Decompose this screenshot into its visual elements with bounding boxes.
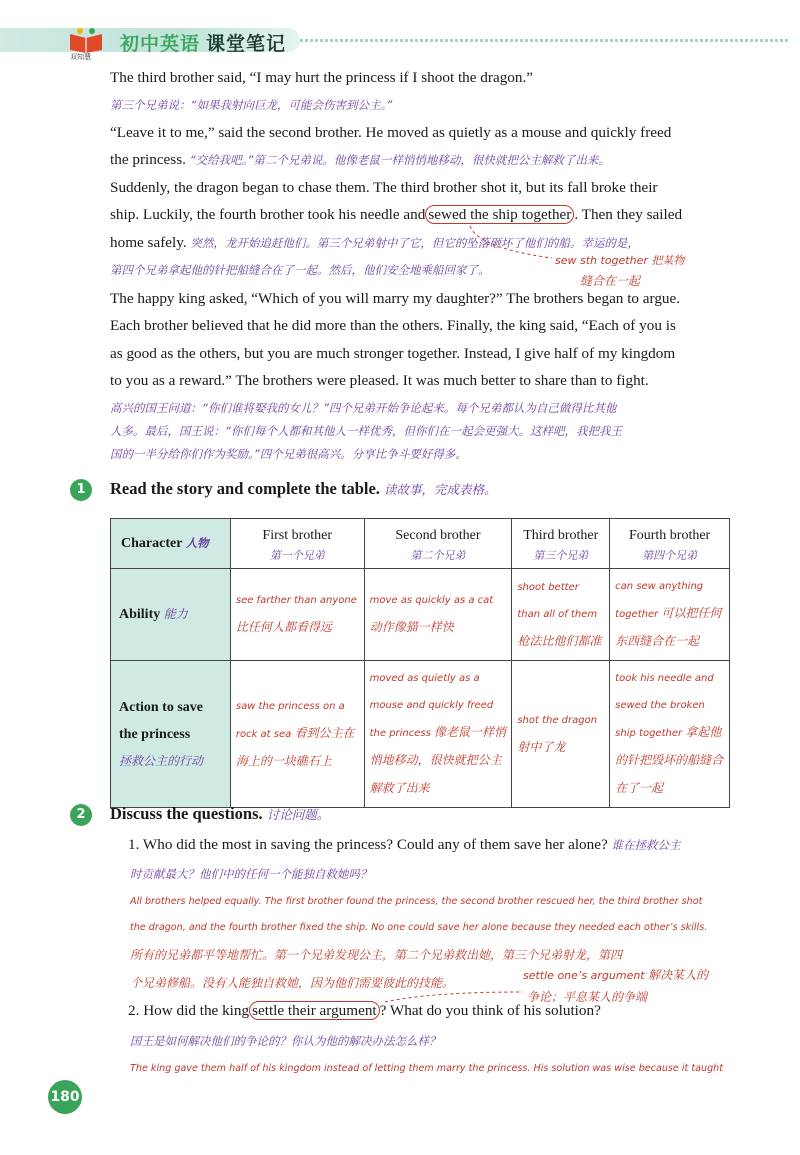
ability-second-cn: 动作像猫一样快 xyxy=(369,620,454,634)
section-1-title-en: Read the story and complete the table. xyxy=(110,479,380,498)
question-1 xyxy=(128,836,681,854)
action-fourth-cn: 拿起他的针把毁坏的船缝合在了一起 xyxy=(615,725,724,795)
col-second-cn: 第二个兄弟 xyxy=(410,548,466,562)
ability-second-en: move as quickly as a cat xyxy=(369,595,494,606)
section-2-title-en: Discuss the questions. xyxy=(110,804,263,823)
story-p3-line2 xyxy=(110,201,682,228)
action-fourth xyxy=(610,661,730,808)
story-p4-cn3: 国的一半分给你们作为奖励。”四个兄弟很高兴。分享比争斗要好得多。 xyxy=(110,447,467,461)
section-1-title-cn: 读故事，完成表格。 xyxy=(384,482,497,497)
action-label-line2: the princess xyxy=(119,726,191,742)
section-2-title-cn: 讨论问题。 xyxy=(266,807,330,822)
story-p2-line2 xyxy=(110,146,610,174)
section-1-title xyxy=(110,479,497,499)
story-p2-line2-cn: “交给我吧。”第二个兄弟说。他像老鼠一样悄悄地移动，很快就把公主解救了出来。 xyxy=(189,153,610,167)
ability-first-en: see farther than anyone xyxy=(235,595,357,606)
action-first xyxy=(230,661,364,808)
story-p4-line2: Each brother believed that he did more than the others. Finally, the king said, “Each of you is xyxy=(110,317,676,334)
story-p3-line3-en: home safely. xyxy=(110,234,187,251)
question-1-text: 1. Who did the most in saving the princess? Could any of them save her alone? xyxy=(128,836,608,853)
ability-third-en: shoot better than all of them xyxy=(517,581,598,620)
table-header-character xyxy=(111,519,231,569)
action-third-cn: 射中了龙 xyxy=(517,739,566,754)
table-header-row xyxy=(111,519,730,569)
ability-fourth-cn: 可以把任何东西缝合在一起 xyxy=(615,606,722,648)
section-2-title xyxy=(110,804,329,824)
story-p4-line3: as good as the others, but you are much stronger together. Instead, I give half of my kingdom xyxy=(110,345,676,362)
question-2-a: 2. How did the king xyxy=(128,1002,250,1019)
story-p3-line3-cn: 突然，龙开始追赶他们。第三个兄弟射中了它，但它的坠落砸坏了他们的船。幸运的是， xyxy=(190,236,639,250)
vocab-note-settle xyxy=(523,966,708,983)
table-row-action xyxy=(111,661,730,808)
section-2-number: 2 xyxy=(70,804,92,826)
ability-second xyxy=(364,569,512,661)
col-first-en: First brother xyxy=(262,527,333,543)
action-label-cn: 拯救公主的行动 xyxy=(119,753,204,768)
ability-first-cn: 比任何人都看得远 xyxy=(235,620,332,634)
header-title-subject: 初中英语 xyxy=(120,33,201,55)
answer-2-line1: The king gave them half of his kingdom instead of letting them marry the princess. His solution was wise because it taught xyxy=(130,1063,723,1074)
col-third-cn: 第三个兄弟 xyxy=(533,548,589,562)
ability-fourth-en: can sew anything together xyxy=(615,581,704,620)
circled-phrase-sewed: sewed the ship together xyxy=(425,205,574,224)
character-table xyxy=(110,518,730,808)
col-fourth-cn: 第四个兄弟 xyxy=(642,548,698,562)
page-header xyxy=(0,28,800,61)
story-p4-line4: to you as a reward.” The brothers were pleased. It was much better to share than to fight. xyxy=(110,372,649,389)
story-p3-line2-a: ship. Luckily, the fourth brother took his needle and xyxy=(110,206,426,223)
question-2-b: ? What do you think of his solution? xyxy=(379,1002,601,1019)
table-col-fourth xyxy=(610,519,730,569)
vocab-note-settle-en: settle one’s argument xyxy=(523,969,645,982)
story-p1-en: The third brother said, “I may hurt the princess if I shoot the dragon.” xyxy=(110,69,534,86)
answer-1-line1: All brothers helped equally. The first brother found the princess, the second brother rescued her, the third brother shot xyxy=(130,896,703,907)
vocab-note-settle-cn-a: 解决某人的 xyxy=(648,968,709,982)
question-2-cn: 国王是如何解决他们的争论的？你认为他的解决办法怎么样？ xyxy=(130,1034,441,1048)
row-head-ability xyxy=(111,569,231,661)
question-1-cn-tail: 谁在拯救公主 xyxy=(611,838,681,852)
ability-label: Ability xyxy=(119,607,161,622)
question-1-cn-line2: 时贡献最大？他们中的任何一个能独自救她吗？ xyxy=(130,867,372,881)
story-p2-line1: “Leave it to me,” said the second brother. He moved as quietly as a mouse and quickly freed xyxy=(110,124,672,141)
circled-phrase-settle: settle their argument xyxy=(249,1001,380,1020)
header-title xyxy=(120,29,286,56)
row-head-action xyxy=(111,661,231,808)
story-p4-cn2: 人多。最后，国王说：“你们每个人都和其他人一样优秀，但你们在一起会更强大。这样吧，我把我王 xyxy=(110,424,622,438)
character-label-cn: 人物 xyxy=(185,536,209,550)
action-second-en: moved as quietly as a mouse and quickly freed the princess xyxy=(369,673,494,739)
ability-first xyxy=(230,569,364,661)
answer-1-cn2: 个兄弟修船。没有人能独自救她，因为他们需要彼此的技能。 xyxy=(130,976,455,990)
vocab-note-sew-cn: 缝合在一起 xyxy=(580,274,641,288)
table-col-first xyxy=(230,519,364,569)
action-first-cn: 看到公主在海上的一块礁石上 xyxy=(235,725,355,768)
answer-1-line2: the dragon, and the fourth brother fixed the ship. No one could save her alone because they needed each other’s skills. xyxy=(130,922,708,933)
ability-fourth xyxy=(610,569,730,661)
ability-third xyxy=(512,569,610,661)
col-second-en: Second brother xyxy=(395,527,481,543)
question-2 xyxy=(128,1002,601,1020)
character-label: Character xyxy=(121,536,183,551)
header-divider xyxy=(300,39,790,42)
story-p3-line4-cn: 第四个兄弟拿起他的针把船缝合在了一起。然后，他们安全地乘船回家了。 xyxy=(110,263,490,277)
col-third-en: Third brother xyxy=(523,527,599,543)
connector-settle xyxy=(385,992,523,1002)
header-title-notes: 课堂笔记 xyxy=(206,33,287,55)
story-p1-cn: 第三个兄弟说：“如果我射向巨龙，可能会伤害到公主。” xyxy=(110,98,393,112)
col-first-cn: 第一个兄弟 xyxy=(269,548,325,562)
vocab-note-sew: sew sth together 把某物 xyxy=(555,254,685,267)
story-p4-line1: The happy king asked, “Which of you will marry my daughter?” The brothers began to argue. xyxy=(110,290,681,307)
table-col-second xyxy=(364,519,512,569)
story-p2-line2-en: the princess. xyxy=(110,151,186,168)
table-row-ability xyxy=(111,569,730,661)
story-p3-line1: Suddenly, the dragon began to chase them. The third brother shot it, but its fall broke their xyxy=(110,179,658,196)
logo-text: 双知慧 xyxy=(70,53,91,61)
story-p4-cn1: 高兴的国王问道：“你们谁将娶我的女儿？”四个兄弟开始争论起来。每个兄弟都认为自己做得比其他 xyxy=(110,401,617,415)
col-fourth-en: Fourth brother xyxy=(628,527,711,543)
vocab-note-settle-cn-b: 争论；平息某人的争端 xyxy=(527,990,648,1004)
action-first-en: saw the princess on a rock at sea xyxy=(235,700,345,740)
action-second-cn: 像老鼠一样悄悄地移动，很快就把公主解救了出来 xyxy=(369,725,507,795)
action-third-en: shot the dragon xyxy=(517,714,598,726)
answer-1-cn1: 所有的兄弟都平等地帮忙。第一个兄弟发现公主，第二个兄弟救出她，第三个兄弟射龙，第四 xyxy=(130,948,623,962)
action-third xyxy=(512,661,610,808)
action-label-line1: Action to save xyxy=(119,699,203,715)
section-1-number: 1 xyxy=(70,479,92,501)
page-number: 180 xyxy=(48,1080,82,1114)
action-second xyxy=(364,661,512,808)
ability-label-cn: 能力 xyxy=(163,607,188,621)
ability-third-cn: 枪法比他们都准 xyxy=(517,633,602,648)
story-p3-line2-b: . Then they sailed xyxy=(574,206,683,223)
action-fourth-en: took his needle and sewed the broken ship together xyxy=(615,673,714,739)
table-col-third xyxy=(512,519,610,569)
